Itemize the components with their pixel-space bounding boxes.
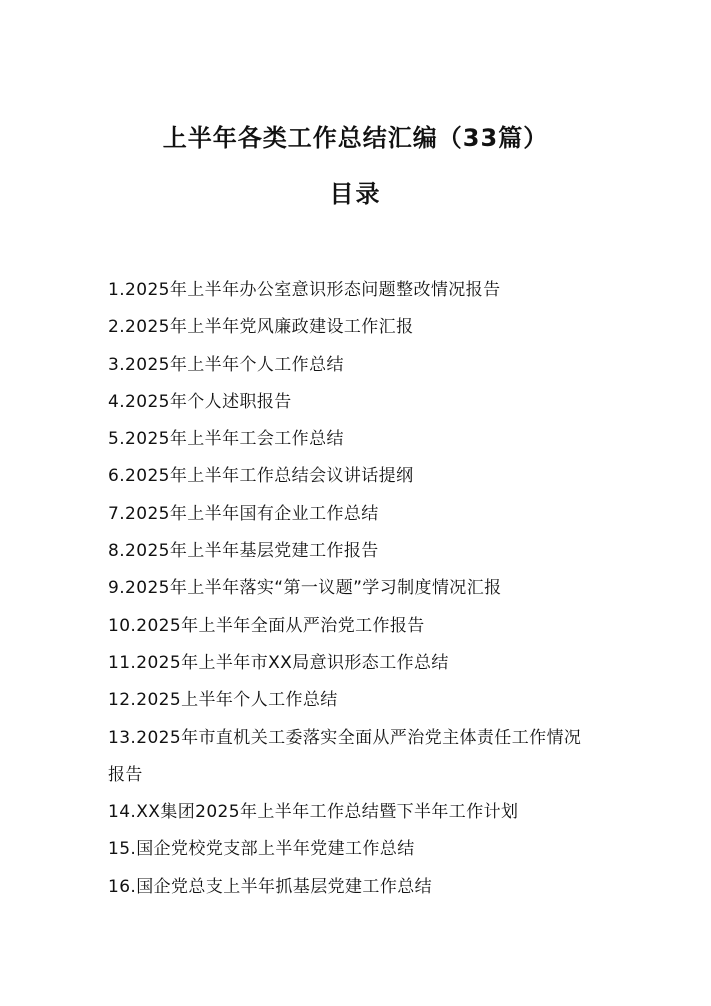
toc-item[interactable]: 7.2025年上半年国有企业工作总结 xyxy=(108,503,379,524)
toc-item[interactable]: 1.2025年上半年办公室意识形态问题整改情况报告 xyxy=(108,280,501,300)
document-title: 上半年各类工作总结汇编（33篇） xyxy=(162,124,549,152)
toc-item[interactable]: 4.2025年个人述职报告 xyxy=(108,391,292,412)
toc-item[interactable]: 10.2025年上半年全面从严治党工作报告 xyxy=(108,615,425,636)
toc-item[interactable]: 12.2025上半年个人工作总结 xyxy=(108,690,338,711)
toc-item[interactable]: 9.2025年上半年落实“第一议题”学习制度情况汇报 xyxy=(108,578,502,599)
toc-item[interactable]: 5.2025年上半年工会工作总结 xyxy=(108,429,344,450)
toc-item[interactable]: 16.国企党总支上半年抓基层党建工作总结 xyxy=(108,876,433,897)
toc-heading: 目录 xyxy=(329,180,382,208)
toc-item[interactable]: 8.2025年上半年基层党建工作报告 xyxy=(108,541,379,562)
toc-item[interactable]: 6.2025年上半年工作总结会议讲话提纲 xyxy=(108,466,414,487)
toc-item[interactable]: 11.2025年上半年市XX局意识形态工作总结 xyxy=(108,652,449,673)
toc-item[interactable]: 15.国企党校党支部上半年党建工作总结 xyxy=(108,839,415,860)
toc-item[interactable]: 3.2025年上半年个人工作总结 xyxy=(108,354,344,375)
toc-item[interactable]: 13.2025年市直机关工委落实全面从严治党主体责任工作情况报告 xyxy=(108,727,582,785)
table-of-contents xyxy=(108,272,598,906)
toc-item[interactable]: 2.2025年上半年党风廉政建设工作汇报 xyxy=(108,317,414,338)
toc-item[interactable]: 14.XX集团2025年上半年工作总结暨下半年工作计划 xyxy=(108,802,519,823)
